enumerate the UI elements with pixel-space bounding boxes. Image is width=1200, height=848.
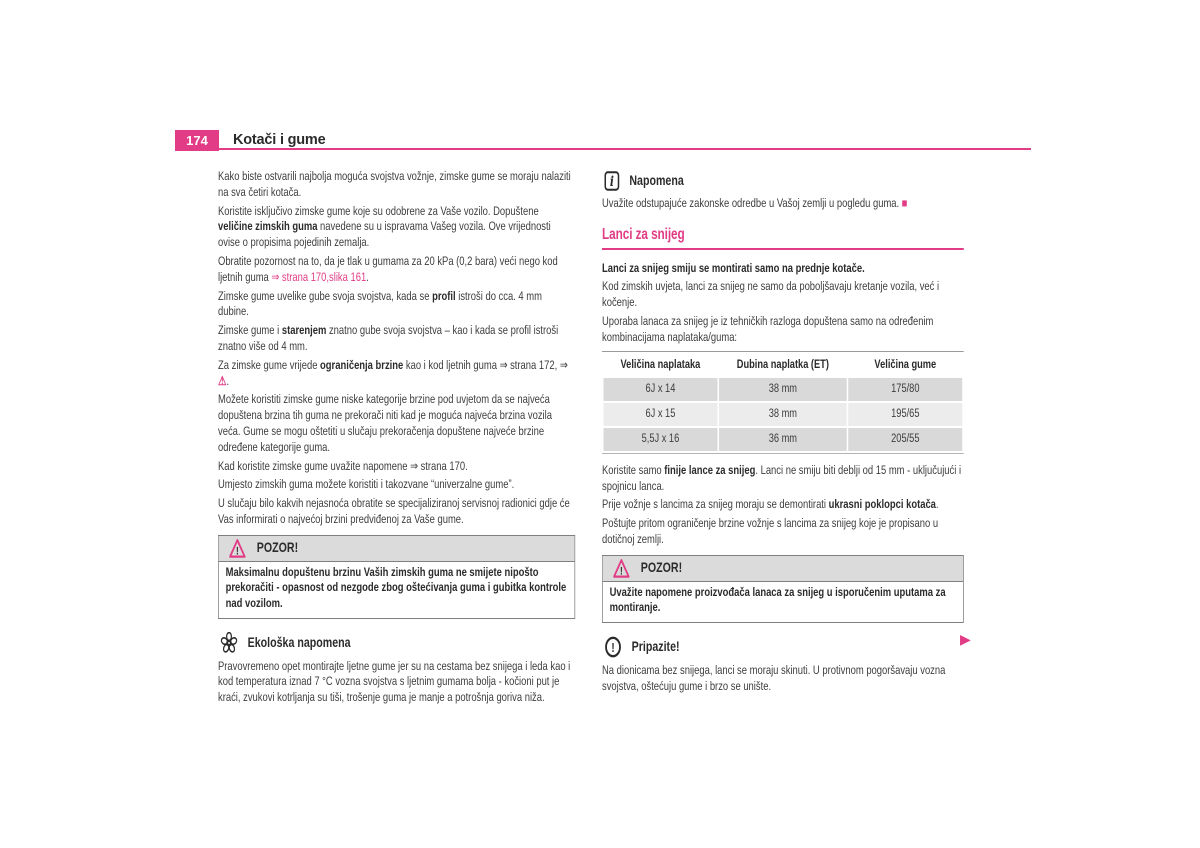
paragraph	[602, 314, 964, 346]
text-run: ukrasni poklopci kotača	[828, 497, 936, 512]
warning-triangle-icon	[226, 538, 250, 559]
paragraph	[218, 392, 575, 455]
info-icon	[602, 171, 622, 191]
table-cell: 205/55	[848, 428, 962, 451]
note-header	[602, 171, 964, 191]
text-run: Obratite pozornost na to, da je tlak u gumama za 20 kPa (0,2 bara) veći nego kod ljetnih guma	[218, 253, 558, 284]
column-header: Dubina naplatka (ET)	[719, 354, 847, 377]
table-cell: 6J x 15	[604, 403, 718, 426]
text-run: Za zimske gume vrijede	[218, 357, 321, 372]
text-run: Zimske gume uvelike gube svoja svojstva, kada se	[218, 288, 433, 303]
warning-title: POZOR!	[256, 539, 299, 556]
table-header-row	[604, 354, 963, 377]
paragraph	[218, 496, 575, 528]
paragraph	[602, 516, 964, 548]
column-header: Veličina gume	[848, 354, 962, 377]
text-run: Poštujte pritom ograničenje brzine vožnje s lancima za snijeg koje je propisano u dotičnoj zemlji.	[602, 516, 939, 546]
text-run: .	[366, 269, 369, 284]
table-row	[604, 378, 963, 401]
warning-text: Uvažite napomene proizvođača lanaca za snijeg u isporučenim uputama za montiranje.	[609, 584, 946, 615]
rim-tyre-combinations-table	[602, 351, 964, 454]
table-cell: 38 mm	[719, 378, 847, 401]
text-run: .	[935, 497, 939, 512]
flower-icon	[218, 632, 240, 654]
header-divider	[175, 148, 1031, 150]
text-run: Zimske gume i	[218, 323, 282, 338]
column-header: Veličina naplataka	[604, 354, 718, 377]
table-cell: 38 mm	[719, 403, 847, 426]
table-cell: 195/65	[848, 403, 962, 426]
triangle-right-icon: ▶	[960, 631, 971, 647]
text-run: Lanci za snijeg smiju se montirati samo na prednje kotače.	[602, 260, 865, 275]
text-run: Kod zimskih uvjeta, lanci za snijeg ne samo da poboljšavaju kretanje vozila, već i kočenje.	[602, 279, 940, 310]
text-run: istroši do cca. 4 mm dubine.	[218, 288, 542, 319]
section-heading: Lanci za snijeg	[602, 227, 964, 250]
paragraph	[218, 169, 575, 201]
text-run: Kad koristite zimske gume uvažite napomene ⇒ strana 170.	[218, 458, 468, 473]
table-row	[604, 403, 963, 426]
page-number-badge: 174	[175, 130, 219, 151]
text-run: Prije vožnje s lancima za snijeg moraju se demontirati	[602, 497, 829, 512]
paragraph	[602, 261, 964, 277]
table-cell: 5,5J x 16	[604, 428, 718, 451]
paragraph	[218, 204, 575, 251]
text-run: Uvažite odstupajuće zakonske odredbe u Vašoj zemlji u pogledu guma.	[602, 196, 902, 210]
text-run: Uporaba lanaca za snijeg je iz tehničkih razloga dopuštena samo na određenim kombinacijama naplataka/guma:	[602, 313, 934, 344]
text-run: Koristite samo	[602, 462, 665, 477]
eco-note-header	[218, 632, 575, 654]
note-title: Napomena	[629, 172, 684, 189]
caution-title: Pripazite!	[631, 638, 680, 655]
paragraph	[218, 323, 575, 355]
page-title: Kotači i gume	[233, 132, 326, 148]
svg-text:i: i	[609, 172, 614, 190]
warning-title: POZOR!	[640, 559, 683, 576]
paragraph-with-cross-reference	[218, 358, 575, 390]
paragraph	[218, 477, 575, 493]
text-run: ograničenja brzine	[320, 357, 404, 372]
text-run: Možete koristiti zimske gume niske kategorije brzine pod uvjetom da se najveća dopuštena brzina tih guma ne prekorači niti kad je moguća najveća brzina vozila veća. Gume se mogu oštetiti u slučaju prekoračenja dopuštene najveće brzine određene kategorije guma.	[218, 392, 552, 454]
exclamation-circle-icon	[602, 636, 624, 658]
text-run: U slučaju bilo kakvih nejasnoća obratite se specijaliziranoj servisnoj radionici gdje će Vas informirati o najvećoj brzini predviđenoj za Vaše gume.	[218, 496, 570, 526]
warning-box-header	[219, 536, 575, 562]
text-run: navedene su u ispravama Vašeg vozila. Ove vrijednosti ovise o propisima pojedinih zemalja.	[218, 219, 551, 250]
right-column	[602, 169, 964, 698]
text-run: starenjem	[281, 323, 327, 338]
svg-text:!: !	[619, 565, 623, 578]
text-run: kao i kod ljetnih guma ⇒ strana 172, ⇒	[403, 357, 568, 372]
warning-triangle-icon	[610, 558, 634, 579]
warning-box-header	[603, 556, 963, 582]
warning-box	[602, 555, 964, 623]
paragraph	[218, 459, 575, 475]
text-run: znatno gube svoja svojstva – kao i kada se profil istroši znatno više od 4 mm.	[218, 323, 559, 353]
text-run: veličine zimskih guma	[218, 219, 318, 234]
table-cell: 175/80	[848, 378, 962, 401]
warning-text: Maksimalnu dopuštenu brzinu Vaših zimskih guma ne smijete nipošto prekoračiti - opasnost od nezgode zbog oštećivanja guma i gubitka kontrole nad vozilom.	[225, 564, 567, 610]
table-cell: 6J x 14	[604, 378, 718, 401]
text-run: ⚠	[218, 373, 227, 388]
text-run: Kako biste ostvarili najbolja moguća svojstva vožnje, zimske gume se moraju nalaziti na sva četiri kotača.	[218, 169, 571, 199]
text-run: ■	[901, 196, 908, 210]
eco-note-text: Pravovremeno opet montirajte ljetne gume jer su na cestama bez snijega i leda kao i kod temperatura iznad 7 °C vozna svojstva s ljetnim gumama bolja - kočioni put je kraći, zvukovi kotrljanja su tiši, trošenje guma je manje a potrošnja goriva niža.	[218, 658, 571, 705]
paragraph	[602, 497, 964, 513]
text-run: finije lance za snijeg	[664, 462, 756, 477]
text-run: .	[226, 373, 230, 388]
text-run: Umjesto zimskih guma možete koristiti i takozvane “univerzalne gume”.	[218, 477, 515, 492]
eco-note-title: Ekološka napomena	[247, 633, 351, 650]
caution-text: Na dionicama bez snijega, lanci se moraju skinuti. U protivnom pogoršavaju vozna svojstva, oštećuju gume i brzo se unište.	[602, 662, 946, 693]
table-cell: 36 mm	[719, 428, 847, 451]
left-column	[218, 169, 575, 709]
paragraph	[602, 279, 964, 311]
paragraph	[218, 289, 575, 321]
text-run: ⇒ strana 170,slika 161	[271, 269, 367, 284]
paragraph-with-cross-reference	[218, 254, 575, 286]
note-text	[602, 196, 964, 212]
warning-box	[218, 535, 575, 619]
text-run: . Lanci ne smiju biti deblji od 15 mm - uključujući i spojnicu lanca.	[602, 462, 962, 493]
svg-text:!: !	[235, 545, 239, 558]
paragraph	[602, 463, 964, 495]
text-run: Koristite isključivo zimske gume koje su odobrene za Vaše vozilo. Dopuštene	[218, 203, 539, 218]
table-row	[604, 428, 963, 451]
caution-header	[602, 636, 964, 658]
text-run: profil	[432, 288, 456, 303]
svg-text:!: !	[611, 641, 615, 656]
